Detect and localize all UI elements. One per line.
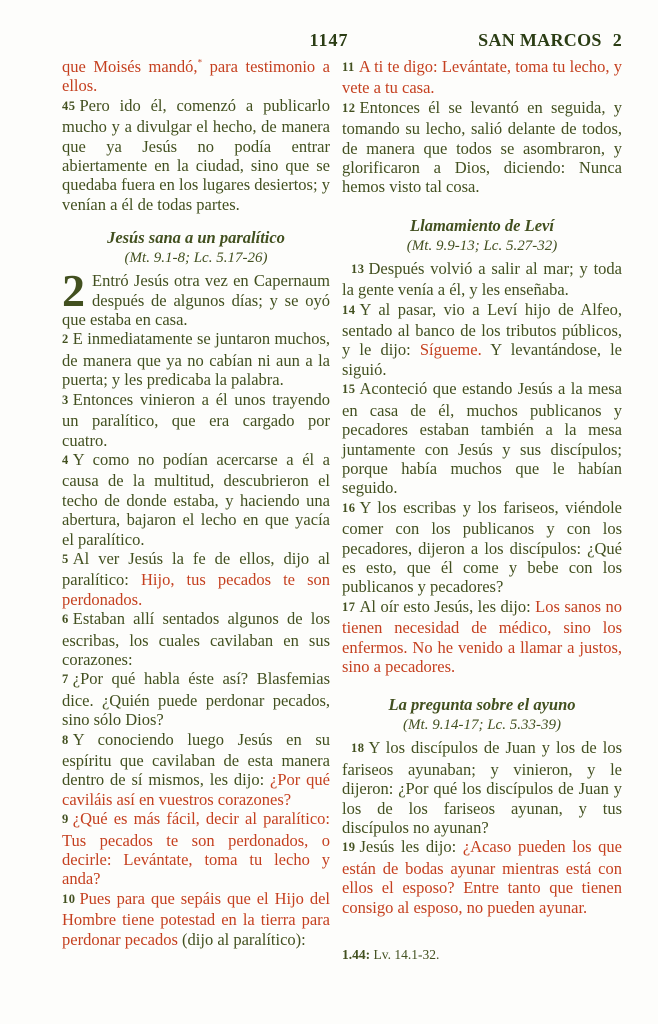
footnote: [342, 947, 622, 963]
chapter-opening-verse: [62, 265, 330, 330]
book-chapter-header: [478, 30, 622, 51]
verse: [62, 669, 330, 729]
verse-number: 7: [62, 672, 69, 687]
book-name: SAN MARCOS: [478, 30, 602, 50]
section-heading: [342, 216, 622, 256]
verse: [62, 96, 330, 214]
verse-text-segment: Al ver Jesús la fe de ellos, dijo al paralítico:: [62, 548, 330, 590]
verse-text-segment: Entonces él se levantó en seguida, y tomando su lecho, salió delante de todos, de manera que todos se asombraron, y glorificaron a Dios, diciendo: Nunca hemos visto tal cosa.: [342, 97, 622, 197]
verse-number: 5: [62, 551, 69, 566]
verse-text-segment: Y como no podían acercarse a él a causa de la multitud, descubrieron el techo de donde estaba, y haciendo una abertura, bajaron el lecho en que yacía el paralítico.: [62, 449, 330, 549]
verse: [342, 98, 622, 197]
footnote-text: Lv. 14.1-32.: [373, 947, 440, 963]
verse-text-segment: Y los escribas y los fariseos, viéndole comer con los publicanos y con los pecadores, dijeron a los discípulos: ¿Qué es esto, que él come y bebe con los publicanos y pecadores?: [342, 497, 622, 597]
verse-number: 13: [351, 261, 365, 276]
section-heading: [62, 228, 330, 268]
verse-text-segment: para testimonio a ellos.: [62, 57, 330, 96]
verse-text-segment: Entró Jesús otra vez en Capernaum después de algunos días; y se oyó que estaba en casa.: [62, 271, 330, 330]
footnote-reference-mark: *: [197, 57, 203, 68]
verse-number: 16: [342, 500, 356, 515]
text-columns: [62, 57, 622, 963]
verse: [342, 300, 622, 380]
verse: [342, 259, 622, 300]
verse: [62, 549, 330, 609]
verse-text-segment: ¿Por qué caviláis así en vuestros corazones?: [62, 770, 330, 809]
verse: [342, 837, 622, 917]
verse-text-segment: Los sanos no tienen necesidad de médico, sino los enfermos. No he venido a llamar a justos, sino a pecadores.: [342, 596, 622, 676]
verse-text-segment: Entonces vinieron a él unos trayendo un paralítico, que era cargado por cuatro.: [62, 389, 330, 450]
verse: [62, 809, 330, 889]
verse: [62, 889, 330, 949]
verse: [62, 390, 330, 450]
verse-text-segment: Pero ido él, comenzó a publicarlo mucho y a divulgar el hecho, de manera que ya Jesús no podía entrar abiertamente en la ciudad, sino que se quedaba fuera en los lugares desiertos; y venían a él de todas partes.: [62, 95, 330, 214]
verse-number: 15: [342, 382, 356, 397]
verse: [342, 57, 622, 98]
left-column: [62, 57, 330, 963]
right-column: [342, 57, 622, 963]
chapter-number-header: 2: [612, 30, 622, 50]
footnote-label: 1.44:: [342, 947, 374, 963]
verse-text-segment: ¿Acaso pueden los que están de bodas ayunar mientras está con ellos el esposo? Entre tanto que tienen consigo al esposo, no pueden ayunar.: [342, 837, 622, 917]
verse: [342, 379, 622, 497]
section-title: Llamamiento de Leví: [410, 215, 554, 235]
verse-number: 4: [62, 452, 69, 467]
verse: [342, 597, 622, 677]
verse-text-segment: Después volvió a salir al mar; y toda la gente venía a él, y les enseñaba.: [342, 258, 622, 300]
verse-number: 12: [342, 100, 356, 115]
verse-text-segment: ¿Por qué habla éste así? Blasfemias dice. ¿Quién puede perdonar pecados, sino sólo Dios?: [62, 669, 330, 730]
verse-number: 14: [342, 302, 356, 317]
verse-text-segment: Hijo, tus pecados te son perdonados.: [62, 570, 331, 609]
page-number: 1147: [309, 30, 349, 50]
parallel-passage-reference: (Mt. 9.14-17; Lc. 5.33-39): [403, 717, 561, 734]
chapter-drop-cap: 2: [62, 265, 85, 317]
verse: [62, 450, 330, 549]
verse-number: 18: [351, 741, 365, 756]
section-title: Jesús sana a un paralítico: [107, 228, 285, 248]
verse-number: 8: [62, 732, 69, 747]
section-heading: [342, 695, 622, 735]
verse-number: 3: [62, 392, 69, 407]
verse-text-segment: (dijo al paralítico):: [182, 929, 306, 949]
verse: [342, 498, 622, 597]
verse-text-segment: E inmediatamente se juntaron muchos, de manera que ya no cabían ni aun a la puerta; y les predicaba la palabra.: [62, 329, 330, 390]
verse-text-segment: Estaban allí sentados algunos de los escribas, los cuales cavilaban en sus corazones:: [62, 609, 330, 669]
verse-text-segment: Jesús les dijo:: [359, 837, 463, 857]
verse-number: 45: [62, 98, 76, 113]
verse-number: 10: [62, 891, 76, 906]
verse-text-segment: A ti te digo: Levántate, toma tu lecho, y vete a tu casa.: [342, 57, 622, 98]
verse: [62, 609, 330, 669]
parallel-passage-reference: (Mt. 9.9-13; Lc. 5.27-32): [406, 237, 558, 254]
verse-number: 19: [342, 840, 356, 855]
verse: [62, 730, 330, 810]
verse-text-segment: ¿Qué es más fácil, decir al paralítico: Tus pecados te son perdonados, o decirle: Levántate, toma tu lecho y anda?: [62, 809, 330, 889]
verse-number: 11: [342, 60, 355, 74]
verse-text-segment: Sígueme.: [419, 340, 482, 360]
verse-number: 2: [62, 332, 69, 347]
verse-text-segment: que Moisés mandó,: [62, 57, 198, 76]
verse-text-segment: Y levantándose, le siguió.: [342, 340, 622, 379]
page-header: [0, 30, 658, 54]
verse-number: 9: [62, 812, 69, 827]
verse: [342, 738, 622, 837]
verse-number: 17: [342, 599, 356, 614]
verse: [62, 57, 330, 96]
parallel-passage-reference: (Mt. 9.1-8; Lc. 5.17-26): [124, 250, 268, 267]
verse-text-segment: Aconteció que estando Jesús a la mesa en casa de él, muchos publicanos y pecadores estaban también a la mesa juntamente con Jesús y sus discípulos; porque había muchos que le habían seguido.: [342, 379, 622, 498]
verse-text-segment: Pues para que sepáis que el Hijo del Hombre tiene potestad en la tierra para perdonar pecados: [62, 888, 330, 949]
verse-text-segment: Y conociendo luego Jesús en su espíritu que cavilaban de esta manera dentro de sí mismos, les dijo:: [62, 729, 330, 790]
section-title: La pregunta sobre el ayuno: [388, 695, 576, 715]
verse: [62, 329, 330, 389]
verse-text-segment: Y los discípulos de Juan y los de los fariseos ayunaban; y vinieron, y le dijeron: ¿Por qué los discípulos de Juan y los de los fariseos ayunan, y tus discípulos no ayunan?: [342, 738, 622, 837]
verse-text-segment: Y al pasar, vio a Leví hijo de Alfeo, sentado al banco de los tributos públicos, y le dijo:: [342, 299, 622, 360]
verse-text-segment: Al oír esto Jesús, les dijo:: [359, 596, 536, 616]
verse-number: 6: [62, 612, 69, 627]
